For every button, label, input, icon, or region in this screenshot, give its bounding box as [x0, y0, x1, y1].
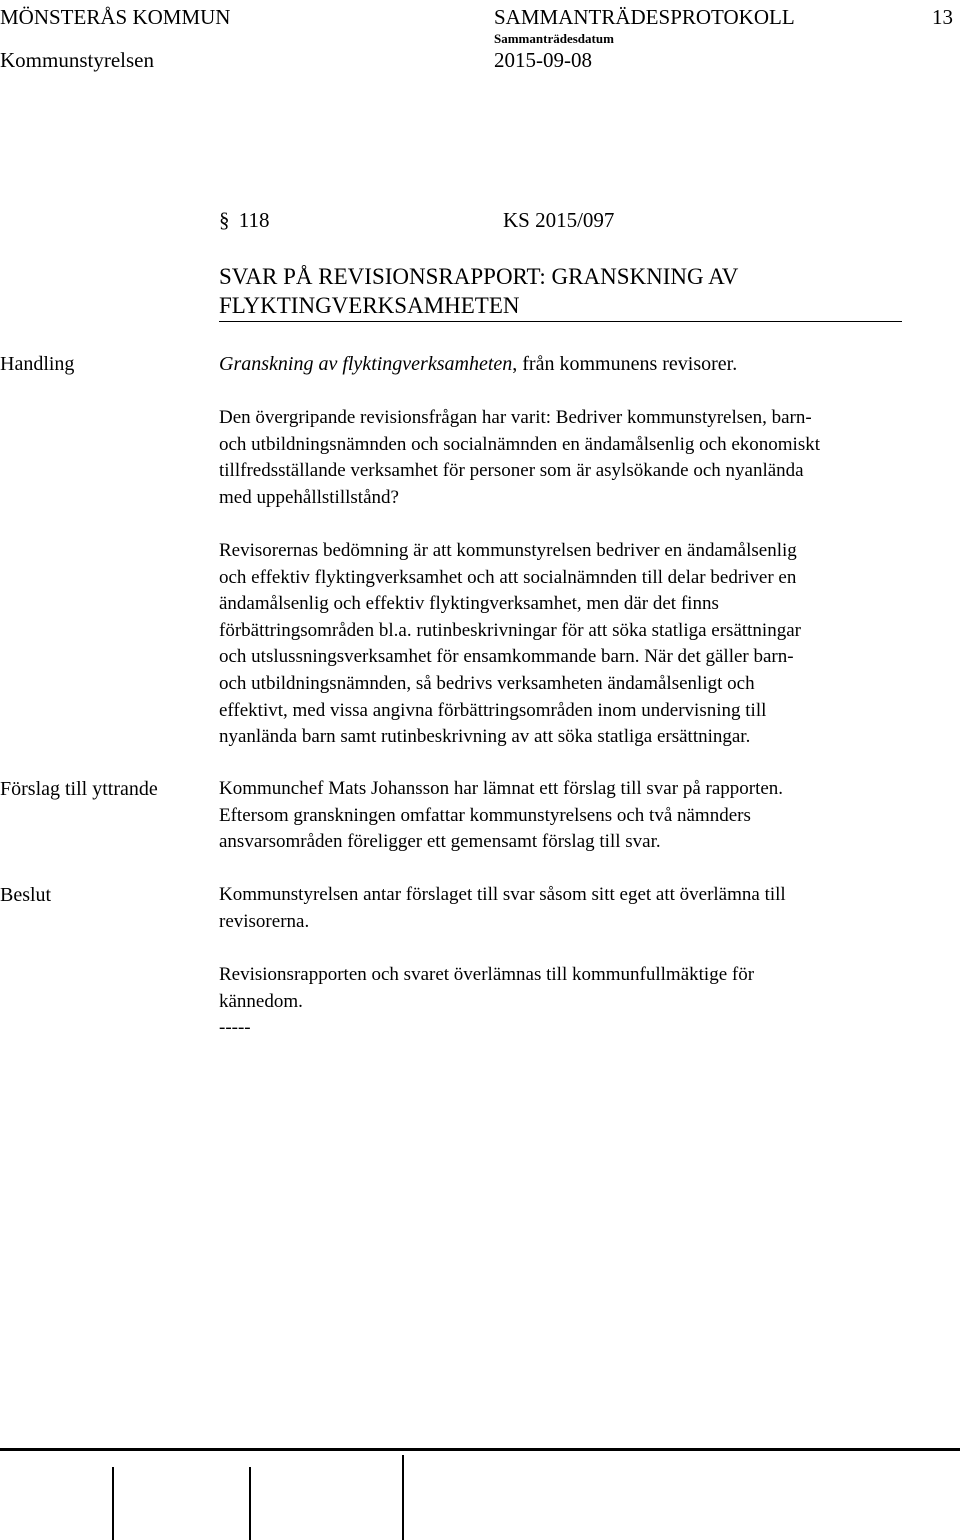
- paragraph-line: och utslussningsverksamhet för ensamkommande barn. När det gäller barn-: [219, 646, 794, 668]
- handling-source: , från kommunens revisorer.: [512, 353, 738, 375]
- signature-box-top-rule: [0, 1448, 960, 1451]
- paragraph-line: Eftersom granskningen omfattar kommunstyrelsens och två nämnders: [219, 804, 751, 826]
- signature-divider: [249, 1467, 251, 1540]
- end-marker: -----: [219, 1017, 251, 1039]
- paragraph-line: och utbildningsnämnden, så bedrivs verksamheten ändamålsenligt och: [219, 672, 755, 694]
- paragraph-line: med uppehållstillstånd?: [219, 486, 399, 508]
- paragraph-line: och utbildningsnämnden och socialnämnden en ändamålsenlig och ekonomiskt: [219, 433, 821, 455]
- paragraph-line: ansvarsområden föreligger ett gemensamt förslag till svar.: [219, 831, 661, 853]
- paragraph-line: effektivt, med vissa angivna förbättringsområden inom undervisning till: [219, 699, 767, 721]
- date-label: Sammanträdesdatum: [494, 31, 614, 46]
- label-decision: Beslut: [0, 884, 52, 906]
- paragraph-line: Revisionsrapporten och svaret överlämnas till kommunfullmäktige för: [219, 964, 755, 985]
- forwarding-paragraph: [219, 962, 754, 1042]
- page-number: 13: [932, 5, 953, 29]
- assessment-paragraph: [219, 538, 801, 751]
- handling-text: [219, 351, 737, 377]
- paragraph-line: revisorerna.: [219, 910, 310, 932]
- signature-divider: [402, 1455, 404, 1540]
- section-number-line: [219, 207, 269, 233]
- decision-paragraph: [219, 882, 786, 935]
- paragraph-line: och effektiv flyktingverksamhet och att socialnämnden till delar bedriver en: [219, 566, 797, 588]
- label-proposal: Förslag till yttrande: [0, 778, 158, 800]
- paragraph-line: Den övergripande revisionsfrågan har varit: Bedriver kommunstyrelsen, barn-: [219, 407, 812, 428]
- case-number: KS 2015/097: [503, 208, 615, 232]
- title-underline: [219, 321, 902, 322]
- paragraph-sign: §: [219, 208, 230, 232]
- paragraph-line: kännedom.: [219, 990, 303, 1012]
- section-number: 118: [238, 208, 270, 232]
- paragraph-line: Kommunstyrelsen antar förslaget till svar såsom sitt eget att överlämna till: [219, 884, 786, 905]
- paragraph-line: förbättringsområden bl.a. rutinbeskrivningar för att söka statliga ersättningar: [219, 619, 801, 641]
- paragraph-line: nyanlända barn samt rutinbeskrivning av att söka statliga ersättningar.: [219, 726, 751, 748]
- document-title: Granskning av flyktingverksamheten: [219, 353, 513, 375]
- label-handling: Handling: [0, 353, 75, 375]
- section-title-line-2: FLYKTINGVERKSAMHETEN: [219, 293, 520, 318]
- question-paragraph: [219, 405, 820, 511]
- paragraph-line: tillfredsställande verksamhet för personer som är asylsökande och nyanlända: [219, 460, 804, 482]
- body-name: Kommunstyrelsen: [0, 48, 154, 72]
- municipality-name: MÖNSTERÅS KOMMUN: [0, 5, 231, 29]
- proposal-paragraph: [219, 776, 783, 856]
- section-title-line-1: SVAR PÅ REVISIONSRAPPORT: GRANSKNING AV: [219, 264, 739, 289]
- paragraph-line: ändamålsenlig och effektiv flyktingverksamhet, men där det finns: [219, 593, 719, 615]
- paragraph-line: Kommunchef Mats Johansson har lämnat ett förslag till svar på rapporten.: [219, 778, 784, 799]
- meeting-date: 2015-09-08: [494, 48, 592, 72]
- protocol-title: SAMMANTRÄDESPROTOKOLL: [494, 5, 795, 29]
- signature-divider: [112, 1467, 114, 1540]
- paragraph-line: Revisorernas bedömning är att kommunstyrelsen bedriver en ändamålsenlig: [219, 540, 797, 561]
